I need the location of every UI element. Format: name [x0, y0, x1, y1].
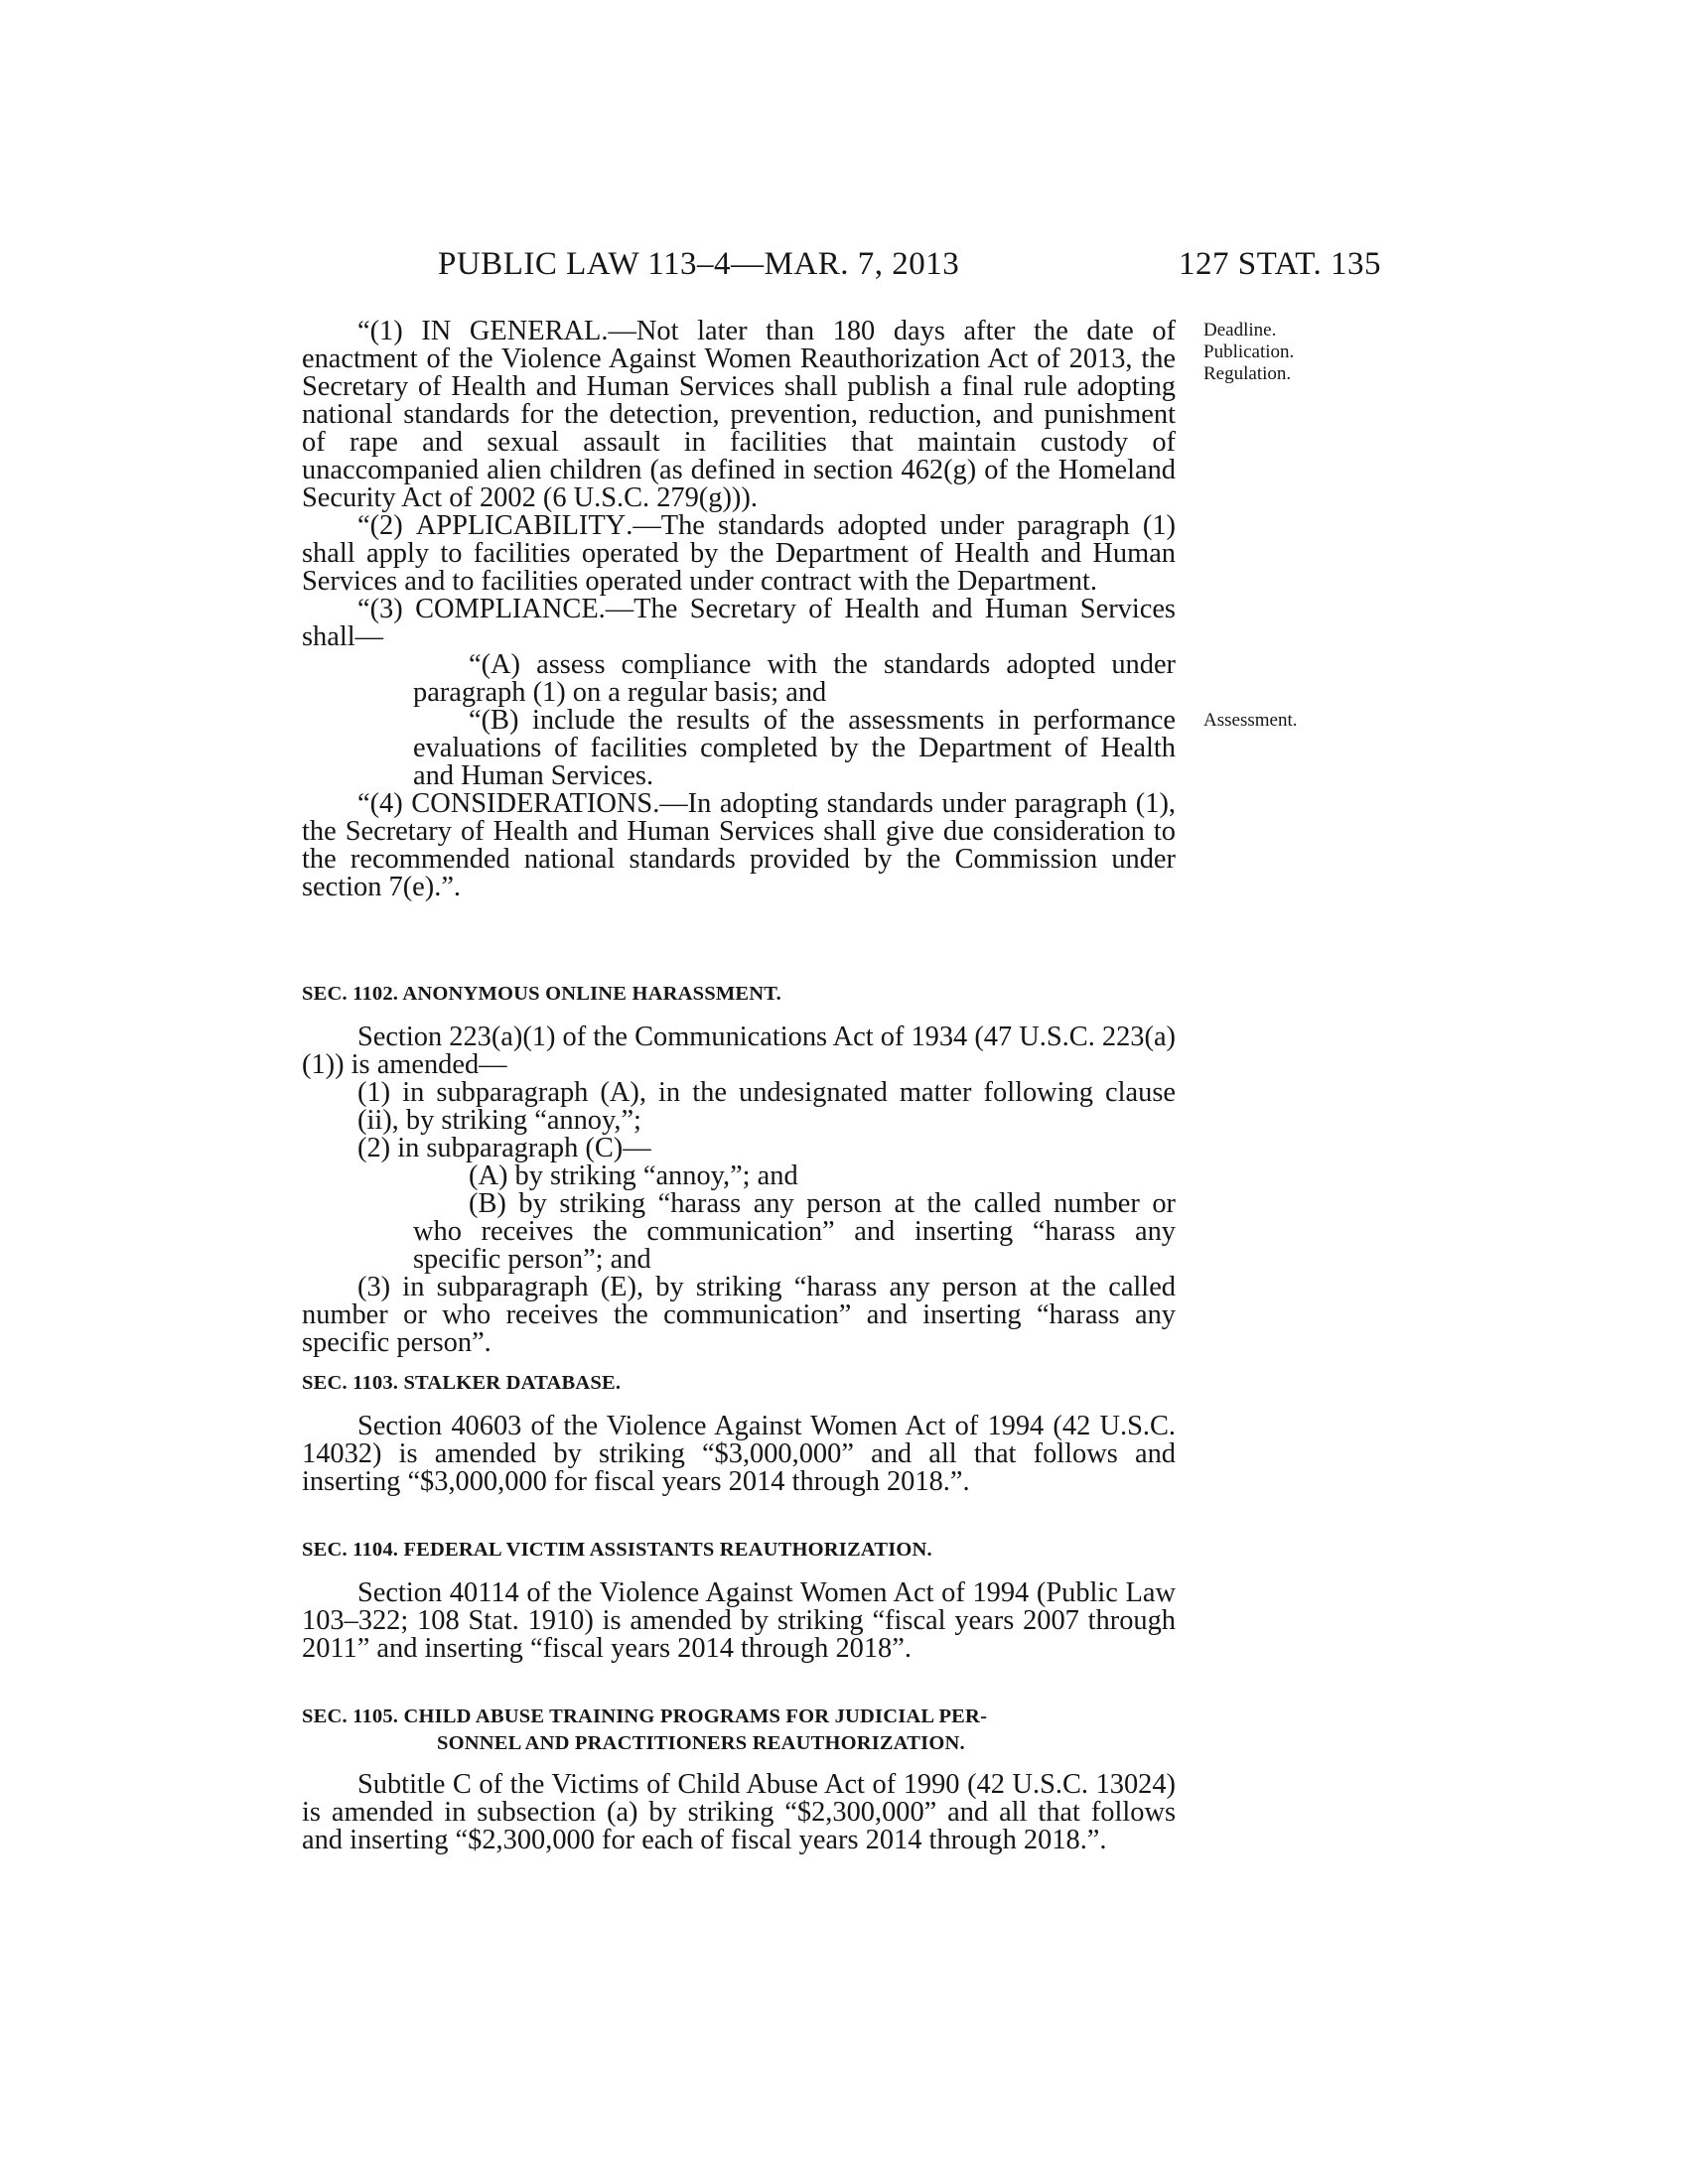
section-1102 [302, 981, 1176, 1357]
statute-citation: 127 STAT. 135 [1179, 246, 1382, 282]
subparagraph-a-assess: “(A) assess compliance with the standards adopted under paragraph (1) on a regular basis; and [413, 649, 1176, 708]
subparagraph-b-include: “(B) include the results of the assessments in performance evaluations of facilities completed by the Department of Health and Human Services. [413, 705, 1176, 791]
section-1104-text: Section 40114 of the Violence Against Women Act of 1994 (Public Law 103–322; 108 Stat. 1910) is amended by striking “fiscal years 2007 through 2011” and inserting “fiscal years 2014 through 2018”. [302, 1577, 1176, 1664]
section-1104 [302, 1537, 1176, 1663]
section-1105-title-line1: SEC. 1105. CHILD ABUSE TRAINING PROGRAMS FOR JUDICIAL PER- [302, 1706, 988, 1727]
section-1102-item-2b: (B) by striking “harass any person at the called number or who receives the communication” and inserting “harass any specific person”; and [413, 1188, 1176, 1275]
section-1102-intro: Section 223(a)(1) of the Communications Act of 1934 (47 U.S.C. 223(a)(1)) is amended— [302, 1022, 1176, 1080]
section-1104-title: SEC. 1104. FEDERAL VICTIM ASSISTANTS REAUTHORIZATION. [302, 1539, 932, 1561]
paragraph-in-general: “(1) IN GENERAL.—Not later than 180 days after the date of enactment of the Violence Against Women Reauthorization Act of 2013, the Secretary of Health and Human Services shall publish a final rule adopting national standards for the detection, prevention, reduction, and punishment of rape and sexual assault in facilities that maintain custody of unaccompanied alien children (as defined in section 462(g) of the Homeland Security Act of 2002 (6 U.S.C. 279(g))). [302, 316, 1176, 513]
section-1105-text: Subtitle C of the Victims of Child Abuse Act of 1990 (42 U.S.C. 13024) is amended in subsection (a) by striking “$2,300,000” and all that follows and inserting “$2,300,000 for each of fiscal years 2014 through 2018.”. [302, 1769, 1176, 1855]
section-1105-title-line2: SONNEL AND PRACTITIONERS REAUTHORIZATION. [437, 1732, 965, 1754]
section-1105 [302, 1704, 1176, 1854]
section-1105-title [302, 1704, 1176, 1757]
margin-note-deadline: Deadline. [1203, 320, 1277, 341]
section-1102-title: SEC. 1102. ANONYMOUS ONLINE HARASSMENT. [302, 983, 781, 1005]
section-1102-item-2: (2) in subparagraph (C)— [357, 1133, 651, 1163]
section-1102-item-3: (3) in subparagraph (E), by striking “harass any person at the called number or who receives the communication” and inserting “harass any specific person”. [302, 1272, 1176, 1358]
document-body [302, 318, 1176, 901]
section-1102-item-2a: (A) by striking “annoy,”; and [469, 1160, 798, 1191]
paragraph-applicability: “(2) APPLICABILITY.—The standards adopted under paragraph (1) shall apply to facilities operated by the Department of Health and Human Services and to facilities operated under contract with the Department. [302, 510, 1176, 597]
margin-note-publication: Publication. [1203, 341, 1295, 362]
margin-note-assessment: Assessment. [1203, 710, 1298, 731]
margin-note-group [1203, 320, 1294, 385]
paragraph-considerations: “(4) CONSIDERATIONS.—In adopting standards under paragraph (1), the Secretary of Health and Human Services shall give due consideration to the recommended national standards provided by the Commission under section 7(e).”. [302, 788, 1176, 902]
section-1103 [302, 1370, 1176, 1496]
section-1103-title: SEC. 1103. STALKER DATABASE. [302, 1372, 622, 1394]
paragraph-compliance: “(3) COMPLIANCE.—The Secretary of Health and Human Services shall— [302, 594, 1176, 652]
section-1103-text: Section 40603 of the Violence Against Women Act of 1994 (42 U.S.C. 14032) is amended by striking “$3,000,000” and all that follows and inserting “$3,000,000 for fiscal years 2014 through 2018.”. [302, 1411, 1176, 1497]
margin-note-regulation: Regulation. [1203, 363, 1292, 384]
running-head: PUBLIC LAW 113–4—MAR. 7, 2013 [438, 246, 960, 282]
section-1102-item-1: (1) in subparagraph (A), in the undesignated matter following clause (ii), by striking “annoy,”; [357, 1077, 1176, 1136]
